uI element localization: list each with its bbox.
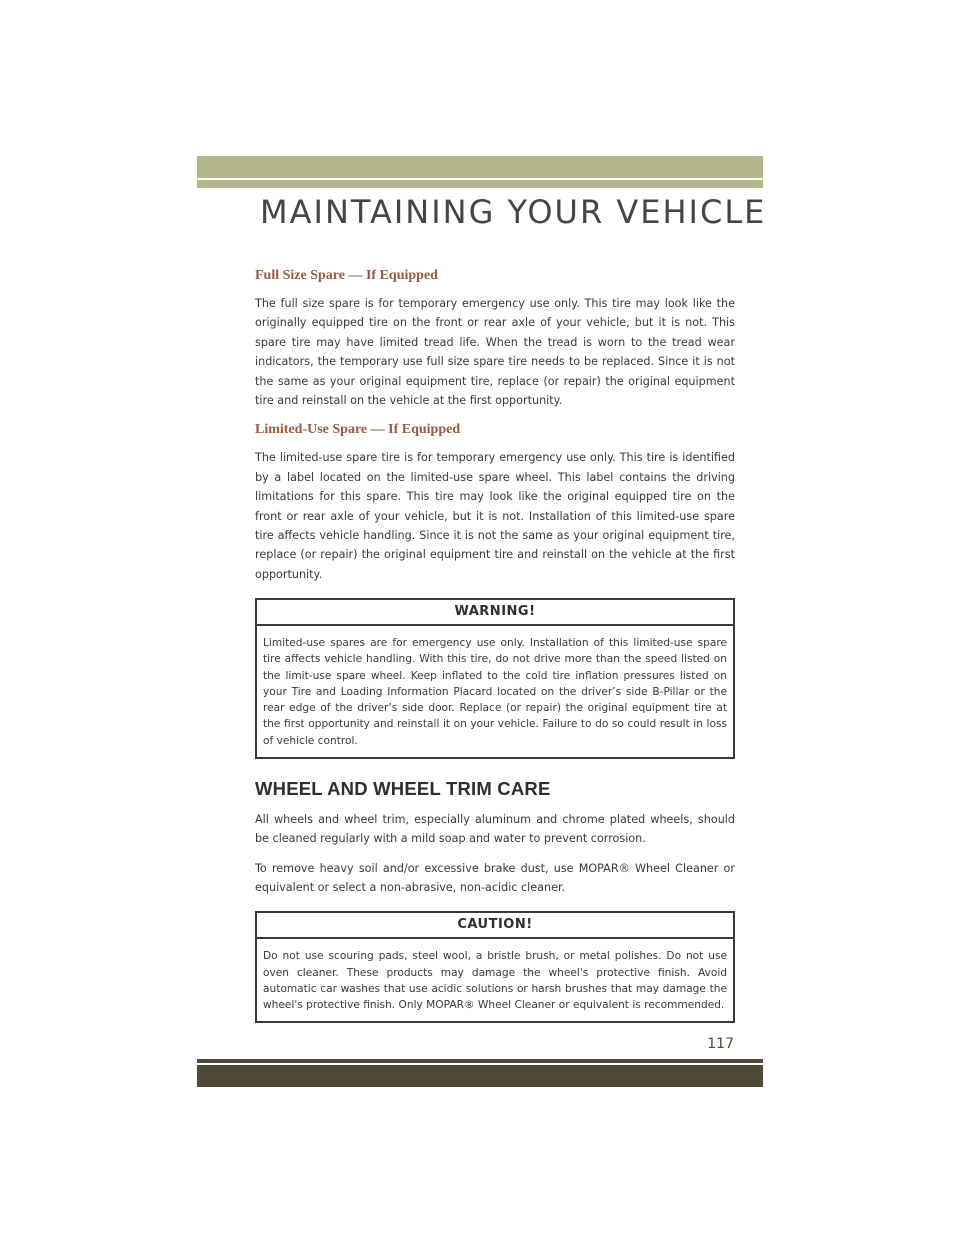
wheel-care-paragraph-1: All wheels and wheel trim, especially aluminum and chrome plated wheels, should be cleaned regularly with a mild soap and water to prevent corrosion.: [255, 812, 735, 846]
caution-box: [255, 911, 735, 1023]
limited-use-spare-paragraph: The limited-use spare tire is for temporary emergency use only. This tire is identified by a label located on the limited-use spare wheel. This label contains the driving limitations for this spare. This tire may look like the original equipped tire on the front or rear axle of your vehicle, but it is not. Installation of this limited-use spare tire affects vehicle handling. Since it is not the same as your original equipment tire, replace (or repair) the original equipment tire and reinstall on the vehicle at the first opportunity.: [255, 451, 735, 581]
limited-use-spare-heading: Limited-Use Spare — If Equipped: [255, 422, 461, 438]
wheel-care-heading: WHEEL AND WHEEL TRIM CARE: [255, 777, 551, 799]
warning-text: Limited-use spares are for emergency use only. Installation of this limited-use spare tire affects vehicle handling. With this tire, do not drive more than the speed listed on the limit-use spare wheel. Keep inflated to the cold tire inflation pressures listed on your Tire and Loading Information Placard located on the driver’s side B-Pillar or the rear edge of the driver’s side door. Replace (or repair) the original equipment tire at the first opportunity and reinstall it on your vehicle. Failure to do so could result in loss of vehicle control.: [263, 637, 727, 747]
header-rule: [197, 180, 763, 188]
page-content: [255, 266, 735, 1041]
footer-band: [197, 1065, 763, 1087]
footer-rule: [197, 1059, 763, 1063]
full-size-spare-paragraph: The full size spare is for temporary emergency use only. This tire may look like the originally equipped tire on the front or rear axle of your vehicle, but it is not. This spare tire may have limited tread life. When the tread is worn to the tread wear indicators, the temporary use full size spare tire needs to be replaced. Since it is not the same as your original equipment tire, replace (or repair) the original equipment tire and reinstall on the vehicle at the first opportunity.: [255, 297, 735, 408]
warning-title: WARNING!: [257, 600, 733, 626]
full-size-spare-heading: Full Size Spare — If Equipped: [255, 268, 438, 283]
page-number: 117: [707, 1036, 734, 1052]
section-title: MAINTAINING YOUR VEHICLE: [260, 193, 767, 231]
caution-title: CAUTION!: [257, 913, 733, 939]
wheel-care-paragraph-2: To remove heavy soil and/or excessive brake dust, use MOPAR® Wheel Cleaner or equivalent or select a non-abrasive, non-acidic cleaner.: [255, 861, 735, 894]
warning-box: [255, 598, 735, 758]
header-band: [197, 156, 763, 178]
caution-text: Do not use scouring pads, steel wool, a bristle brush, or metal polishes. Do not use oven cleaner. These products may damage the wheel's protective finish. Avoid automatic car washes that use acidic solutions or harsh brushes that may damage the wheel's protective finish. Only MOPAR® Wheel Cleaner or equivalent is recommended.: [263, 950, 727, 1011]
